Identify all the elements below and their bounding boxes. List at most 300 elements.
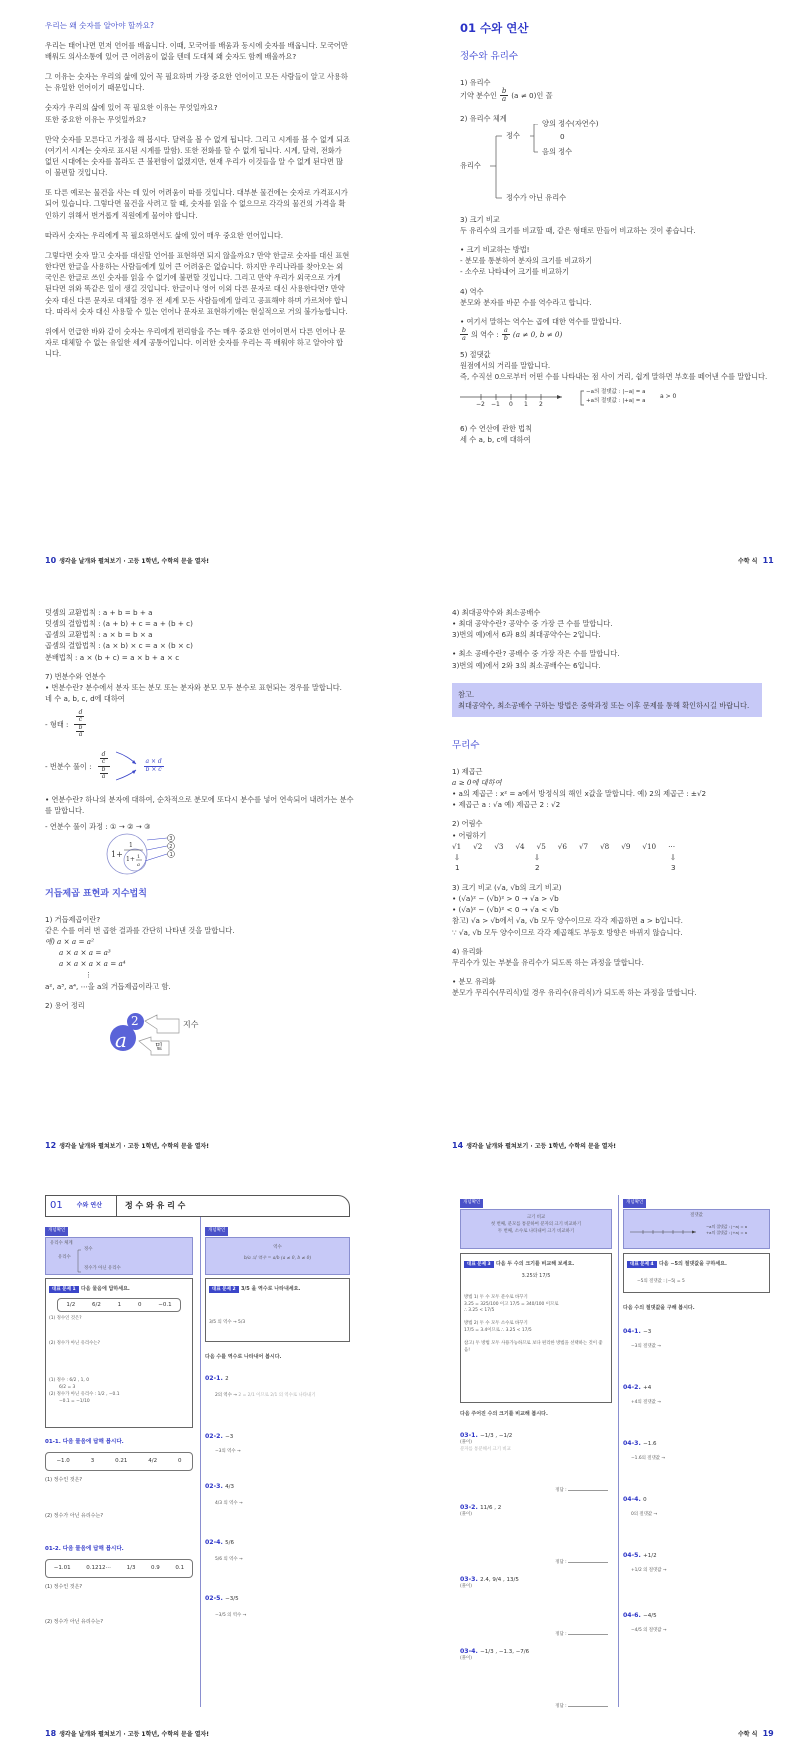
footer-text: 생각을 날개와 펼쳐보기 · 고등 1학년, 수학의 문을 열자!	[59, 1731, 210, 1738]
concept-box-line: 첫 번째, 분모를 통분하여 분자의 크기 비교하기	[490, 1221, 582, 1227]
page-12	[45, 607, 355, 1127]
choice-item: 0.1212⋯	[86, 1565, 111, 1572]
fraction-a-over-b: a b	[503, 326, 508, 342]
s4-frac-label: 의 역수 :	[470, 329, 499, 339]
svg-text:a: a	[137, 861, 140, 868]
concept-tag: 개념확인	[205, 1227, 228, 1236]
exercise-title: 다음 수의 절댓값을 구해 봅시다.	[623, 1304, 695, 1311]
exercise-value: 4/3	[225, 1483, 234, 1490]
problem-question: 다음 두 수의 크기를 비교해 보세요.	[495, 1260, 575, 1267]
page-10	[45, 20, 350, 580]
answer-field[interactable]	[555, 1557, 608, 1567]
number-line-label: −1	[491, 400, 500, 408]
down-arrow-icon: ⇩	[454, 852, 461, 862]
answer-label: 정답 :	[555, 1487, 567, 1493]
roots-row	[452, 841, 770, 852]
exercise-work[interactable]: +1/2 의 절댓값 →	[631, 1568, 667, 1574]
concept-box-rules	[706, 1224, 747, 1235]
number-line-figure	[460, 387, 770, 417]
s4-title: 4) 최대공약수와 최소공배수	[452, 608, 541, 617]
e1-example: a × a × a = a³	[59, 948, 111, 958]
r4-bullet: • 분모 유리화	[452, 977, 496, 986]
work-label: 2의 역수 →	[215, 1393, 237, 1399]
sub-question: (2) 정수가 아닌 유리수는?	[45, 1619, 103, 1626]
exercise-work[interactable]: 5/6 의 역수 →	[215, 1557, 243, 1563]
page-18-footer	[45, 1728, 209, 1740]
solution-prompt: (풀이)	[460, 1512, 472, 1518]
choice-item: 1/2	[66, 1301, 76, 1308]
concept-box	[45, 1237, 193, 1275]
example-box	[623, 1253, 770, 1293]
problem-tag: 대표 문제 4	[627, 1261, 657, 1268]
s1-body	[460, 88, 770, 103]
compound-fraction-solve	[45, 744, 355, 788]
exercise-number: 02-1.	[205, 1374, 223, 1382]
choice-item: 0	[137, 1301, 142, 1308]
s3-body: 두 유리수의 크기를 비교할 때, 같은 형태로 만들어 비교하는 것이 좋습니다.	[460, 226, 696, 235]
exercise-work[interactable]: −4/5 의 절댓값 →	[631, 1628, 667, 1634]
concept-box-title: 크기 비교	[526, 1214, 546, 1220]
page-10-para: 또한 중요한 이유는 무엇일까요?	[45, 114, 146, 124]
chapter-title: 01 수와 연산	[460, 21, 529, 35]
footer-text: 생각을 날개와 펼쳐보기 · 고등 1학년, 수학의 문을 열자!	[59, 558, 210, 565]
sub-question: (1) 정수인 것은?	[49, 1316, 82, 1322]
s7-title: 7) 번분수와 연분수	[45, 671, 106, 681]
page-19-footer	[738, 1728, 777, 1740]
solution-prompt: (풀이)	[460, 1440, 472, 1446]
choice-item: 0.1	[175, 1565, 185, 1572]
problem-values: 3.25와 17/5	[521, 1272, 551, 1279]
s2-title: 2) 유리수 체계	[460, 113, 507, 123]
exercise-title: 다음 수를 역수로 나타내어 봅시다.	[205, 1353, 282, 1360]
s7-continued-process: - 연분수 풀이 과정 : ① → ② → ③	[45, 821, 151, 831]
abs-cond: a > 0	[660, 392, 677, 400]
note-title: 참고.	[458, 689, 475, 699]
choice-item: −1.01	[53, 1565, 71, 1572]
base-label: 밑	[155, 1041, 163, 1051]
s7-continued: • 연분수란? 하나의 분자에 대하여, 순차적으로 분모에 또다시 분수를 넣어 연속되어 내려가는 분수를 말합니다.	[45, 795, 354, 816]
s5-body: 원점에서의 거리를 말합니다.	[460, 361, 551, 371]
r3-title: 3) 크기 비교 (√a, √b의 크기 비교)	[452, 882, 562, 892]
base-letter: a	[115, 1027, 127, 1052]
page-10-para: 그 이유는 숫자는 우리의 삶에 있어 꼭 필요하며 가장 중요한 언어이고 모든 사람들이 알고 사용하는 유일한 언어이기 때문입니다.	[45, 72, 348, 93]
solution-line: ∴ 3.25 < 17/5	[464, 1308, 495, 1314]
s4-line: 3)번의 예)에서 2와 3의 최소공배수는 6입니다.	[452, 660, 601, 670]
result-numerator: a × d	[145, 758, 162, 766]
page-10-para: 우리는 태어나면 먼저 언어를 배웁니다. 이때, 모국어를 배움과 동시에 숫자를 배웁니다. 모국어만 배워도 의사소통에 있어 큰 어려움이 없을 텐데 도대체 왜 숫자도 함께 배울까요?	[45, 40, 348, 61]
exercise-value: −3/5	[225, 1595, 239, 1602]
problem-question: 다음 물음에 답하세요.	[80, 1285, 130, 1292]
page-10-para: 또 다른 예로는 물건을 사는 데 있어 어려움이 따를 것입니다. 대부분 물건에는 숫자로 가격표시가 되어 있습니다. 그렇다면 물건을 사려고 할 때, 숫자를 읽을 수 없으므로 각각의 물건의 가격을 확인하기 위해서 번거롭게 직원에게 물어야 합니다.	[45, 188, 348, 220]
r4-body: 분모가 무리수(무리식)일 경우 유리수(유리식)가 되도록 하는 과정을 말합니다.	[452, 988, 697, 998]
root-item: √1	[452, 841, 462, 851]
exercise-item	[623, 1325, 770, 1381]
solution-hint: 분자를 통분해서 크기 비교	[460, 1447, 511, 1453]
exercise-item	[623, 1437, 770, 1493]
solution-line: 3.25 = 325/100 이고 17/5 = 340/100 이므로	[464, 1301, 559, 1307]
law-item: 곱셈의 교환법칙 : a × b = b × a	[45, 630, 153, 640]
s4-body: 분모와 분자를 바꾼 수를 역수라고 합니다.	[460, 297, 592, 307]
problem-tag: 대표 문제 3	[464, 1261, 494, 1268]
exercise-item	[205, 1430, 350, 1480]
exercise-number: 04-6.	[623, 1611, 641, 1619]
page-14	[452, 607, 770, 1127]
exercise-number: 04-2.	[623, 1383, 641, 1391]
root-item: √3	[494, 841, 504, 851]
exercise-item	[205, 1372, 350, 1430]
abs-rule-neg: −a의 절댓값 : |−a| = a	[586, 388, 646, 395]
root-item: √10	[642, 841, 657, 851]
root-item: √8	[600, 841, 610, 851]
exponent-label: 지수	[183, 1019, 199, 1029]
continued-fraction-figure	[45, 832, 355, 878]
concept-nonint: 정수가 아닌 유리수	[84, 1265, 121, 1271]
exercise-value: −4/5	[643, 1612, 657, 1619]
exercise-value: +4	[643, 1384, 652, 1391]
s7-bullet: • 번분수란? 분수에서 분자 또는 분모 또는 분자와 분모 모두 분수로 표현되는 경우를 말합니다.	[45, 682, 342, 692]
answer-field[interactable]	[555, 1629, 608, 1639]
page-number: 14	[452, 1141, 464, 1150]
root-item: ⋯	[668, 841, 676, 851]
page-10-para: 따라서 숫자는 우리에게 꼭 필요하면서도 삶에 있어 매우 중요한 언어입니다.	[45, 230, 284, 240]
exercise-work[interactable]: −1.6의 절댓값 →	[631, 1456, 666, 1462]
exercise-work[interactable]: +4의 절댓값 →	[631, 1400, 661, 1406]
exercise-number: 02-4.	[205, 1538, 223, 1546]
r1-line: a ≥ 0에 대하여	[452, 777, 502, 787]
e1-example: a × a × a × a = a⁴	[59, 959, 126, 969]
page-18	[45, 1195, 350, 1715]
footer-text: 수학 식	[738, 1731, 758, 1738]
page-10-para: 숫자가 우리의 삶에 있어 꼭 필요한 이유는 무엇일까요?	[45, 103, 218, 113]
concept-tag: 개념확인	[623, 1199, 646, 1208]
exponent-figure	[45, 1011, 355, 1061]
page-10-footer	[45, 555, 209, 567]
e1-summary: a², a³, a⁴, ⋯을 a의 거듭제곱이라고 함.	[45, 981, 171, 991]
exercise-number: 04-4.	[623, 1495, 641, 1503]
exercise-label: 01-1. 다음 물음에 답해 봅시다.	[45, 1438, 124, 1445]
solution-line: 3/5 의 역수 → 5/3	[209, 1319, 246, 1325]
concept-box	[623, 1209, 770, 1249]
exercise-value: −1/3 , −1/2	[480, 1432, 513, 1439]
result-denominator: b × c	[145, 765, 162, 773]
choice-item: 4/2	[148, 1458, 158, 1465]
choice-item: 0.9	[151, 1565, 160, 1572]
solution-line: 17/5 = 3.4이므로 ∴ 3.25 < 17/5	[464, 1328, 532, 1333]
exercise-item	[460, 1645, 612, 1711]
sub-question: (2) 정수가 아닌 유리수는?	[45, 1512, 103, 1519]
tree-pos: 양의 정수(자연수)	[542, 118, 599, 128]
choice-list	[57, 1298, 181, 1313]
r2-title: 2) 어림수	[452, 819, 483, 829]
exercise-value: −3	[225, 1433, 234, 1440]
r1-line: • a의 제곱근 : x² = a에서 방정식의 해인 x값을 말합니다. 예) 2의 제곱근 : ±√2	[452, 789, 707, 799]
choice-item: −1.0	[56, 1458, 70, 1465]
fraction-b-over-a: b a	[501, 86, 507, 103]
exercise-value: 5/6	[225, 1539, 234, 1546]
e2-title: 2) 용어 정리	[45, 1000, 85, 1010]
svg-text:2: 2	[169, 843, 173, 850]
exercise-item	[623, 1493, 770, 1549]
exercise-work[interactable]: 4/3 의 역수 →	[215, 1501, 243, 1507]
exercise-number: 04-5.	[623, 1551, 641, 1559]
r1-line: • 제곱근 a : √a 예) 제곱근 2 : √2	[452, 800, 561, 810]
root-result: 2	[535, 862, 540, 872]
s4-bullet: • 여기서 말하는 역수는 곱에 대한 역수를 말합니다.	[460, 316, 622, 326]
solution-prompt: (풀이)	[460, 1584, 472, 1590]
section-title: 정수와 유리수	[460, 50, 519, 62]
exercise-work[interactable]: −3의 절댓값 →	[631, 1344, 661, 1350]
problem-tag: 대표 문제 1	[49, 1286, 79, 1293]
solution-line: 참고) 두 방법 모두 사용가능하므로 보다 편리한 방법을 선택하는 것이 좋음!	[464, 1340, 603, 1353]
s4-line: • 최대 공약수란? 공약수 중 가장 큰 수를 말합니다.	[452, 619, 613, 629]
answer-label: 정답 :	[555, 1559, 567, 1565]
s1-title: 1) 유리수	[460, 77, 491, 87]
exercise-item	[460, 1429, 612, 1501]
s1-cond: (a ≠ 0)인 꼴	[511, 90, 553, 100]
page-10-para: 만약 숫자를 모른다고 가정을 해 봅시다. 달력을 볼 수 없게 됩니다. 그리고 시계를 볼 수 없게 되죠(여기서 시계는 숫자로 표시된 시계를 말함). 또한 전화를 할 수 없게 됩니다. 시계, 달력, 전화가 없던 시대에는 숫자를 몰라도 큰 불편함이 없겠지만, 현재 우리가 이것들을 알 수 없게 된다면 많이 불편할 것입니다.	[45, 134, 350, 178]
root-result: 1	[455, 862, 460, 872]
answer-field[interactable]	[555, 1485, 608, 1495]
page-number: 11	[762, 556, 774, 565]
exercise-value: −1.6	[643, 1440, 657, 1447]
s5-title: 5) 절댓값	[460, 350, 491, 360]
exercise-number: 03-3.	[460, 1575, 478, 1583]
r4-title: 4) 유리화	[452, 946, 483, 956]
s6-title: 6) 수 연산에 관한 법칙	[460, 423, 533, 433]
footer-text: 생각을 날개와 펼쳐보기 · 고등 1학년, 수학의 문을 열자!	[59, 1143, 210, 1150]
svg-text:1+: 1+	[126, 855, 135, 863]
problem-question: 다음 −5의 절댓값을 구하세요.	[658, 1260, 727, 1267]
choice-list	[45, 1559, 193, 1578]
r3-line: • (√a)² − (√b)² > 0 → √a > √b	[452, 894, 559, 904]
footer-text: 수학 식	[738, 558, 758, 565]
s3-bullet: - 소수로 나타내어 크기를 비교하기	[460, 267, 569, 277]
exercise-number: 03-1.	[460, 1431, 478, 1439]
problem-question: 3/5 을 역수로 나타내세요.	[240, 1285, 301, 1292]
concept-box-title: 절댓값	[690, 1212, 703, 1218]
down-arrow-icon: ⇩	[670, 852, 677, 862]
unit-category: 수와 연산	[76, 1202, 103, 1210]
exercise-work[interactable]	[205, 1393, 350, 1400]
unit-header	[45, 1195, 350, 1217]
exercise-number: 04-3.	[623, 1439, 641, 1447]
unit-divider	[116, 1196, 117, 1216]
page-19-left-column	[460, 1195, 612, 1711]
callout-arrows	[135, 1011, 275, 1061]
exercise-value: 11/6 , 2	[480, 1504, 502, 1511]
mini-number-line	[630, 1224, 700, 1244]
section-title: 거듭제곱 표현과 지수법칙	[45, 888, 147, 899]
concept-box-line: 두 번째, 소수로 나타내어 크기 비교하기	[497, 1228, 575, 1234]
page-19-right-column	[623, 1195, 770, 1665]
choice-item: 6/2	[92, 1301, 101, 1308]
solution-prompt: (풀이)	[460, 1656, 472, 1662]
example-box	[205, 1278, 350, 1342]
number-line-label: 2	[539, 400, 543, 408]
exercise-value: 2.4, 9/4 , 13/5	[480, 1576, 519, 1583]
fraction-b-over-a: b a	[461, 326, 467, 342]
concept-tag: 개념확인	[460, 1199, 483, 1208]
concept-tag: 개념확인	[45, 1227, 68, 1236]
exercise-work[interactable]: 0의 절댓값 →	[631, 1512, 658, 1518]
exercise-number: 02-2.	[205, 1432, 223, 1440]
solution-line: (2) 정수가 아닌 유리수 : 1/2 , −0.1	[49, 1391, 120, 1397]
concept-box-title: 역수	[273, 1244, 282, 1250]
page-number: 12	[45, 1141, 57, 1150]
e1-example: 예) a × a = a²	[45, 936, 94, 946]
solution-line: 방법 1) 두 수 모두 분수로 바꾸기	[464, 1294, 528, 1300]
s6-body: 세 수 a, b, c에 대하여	[460, 434, 531, 444]
solve-arrows	[116, 746, 138, 786]
answer-label: 정답 :	[555, 1703, 567, 1709]
root-item: √4	[515, 841, 525, 851]
solve-label: - 번분수 풀이 :	[45, 761, 92, 771]
r4-body: 무리수가 있는 부분을 유리수가 되도록 하는 과정을 말합니다.	[452, 957, 644, 967]
page-11-footer	[738, 555, 777, 567]
solution-line: −0.1 = −1/10	[59, 1398, 90, 1404]
unit-number: 01	[50, 1200, 63, 1212]
example-box	[460, 1253, 612, 1403]
exercise-value: 0	[643, 1496, 647, 1503]
law-item: 분배법칙 : a × (b + c) = a × b + a × c	[45, 652, 180, 662]
root-item: √9	[621, 841, 631, 851]
page-19	[460, 1195, 770, 1715]
s7-bullet: 네 수 a, b, c, d에 대하여	[45, 694, 125, 704]
choice-list	[45, 1452, 193, 1471]
concept-root: 유리수	[58, 1254, 71, 1260]
tree-neg: 음의 정수	[542, 146, 573, 156]
root-item: √6	[557, 841, 567, 851]
solution-line: 방법 2) 두 수 모두 소수로 바꾸기	[464, 1321, 528, 1327]
s4-line: 3)번의 예)에서 6과 8의 최대공약수는 2입니다.	[452, 630, 601, 640]
s1-text: 기약 분수인	[460, 90, 498, 100]
root-item: √7	[578, 841, 589, 851]
s3-bullet: • 크기 비교하는 방법!	[460, 245, 530, 255]
number-line-label: 0	[509, 400, 513, 408]
exercise-title: 다음 주어진 수의 크기를 비교해 봅시다.	[460, 1410, 548, 1417]
page-10-para: 위에서 언급한 바와 같이 숫자는 우리에게 편리함을 주는 매우 중요한 언어이면서 다른 언어나 문자로 대체할 수 없는 유일한 세계 공통어입니다. 이러한 숫자를 우리는 꼭 배워야 하고 알아야 합니다.	[45, 326, 346, 359]
exercise-work[interactable]: −3/5 의 역수 →	[215, 1613, 247, 1619]
page-18-left-column	[45, 1223, 193, 1627]
exercise-number: 03-2.	[460, 1503, 478, 1511]
s4-title: 4) 역수	[460, 286, 484, 296]
svg-text:1+: 1+	[111, 849, 123, 859]
concept-box-body: b/a 의 역수 = a/b (a ≠ 0, b ≠ 0)	[243, 1255, 312, 1261]
concept-box	[460, 1209, 612, 1249]
abs-rule-pos: +a의 절댓값 : |+a| = a	[586, 397, 646, 404]
section-title: 무리수	[452, 740, 480, 752]
compound-fraction: d c b a	[98, 752, 110, 780]
compound-fraction-form	[45, 704, 355, 744]
example-box	[45, 1278, 193, 1428]
choice-item: 1/3	[126, 1565, 136, 1572]
solve-result	[144, 759, 164, 773]
s4-formula	[460, 327, 770, 341]
exercise-item	[623, 1381, 770, 1437]
e1-dots: ⋮	[85, 970, 93, 980]
exercise-item	[205, 1480, 350, 1536]
roots-arrows	[452, 852, 770, 874]
page-18-right-column	[205, 1223, 350, 1642]
exercise-work[interactable]: −3의 역수 →	[215, 1449, 241, 1455]
sub-question: (1) 정수인 것은?	[45, 1477, 83, 1483]
law-item: 곱셈의 결합법칙 : (a × b) × c = a × (b × c)	[45, 641, 193, 651]
answer-field[interactable]	[555, 1701, 608, 1711]
root-item: √2	[473, 841, 483, 851]
s3-bullet: - 분모를 통분하여 분자의 크기를 비교하기	[460, 256, 593, 266]
root-result: 3	[671, 862, 676, 872]
s5-body: 즉, 수직선 0으로부터 어떤 수를 나타내는 점 사이 거리, 쉽게 말하면 부호를 떼어낸 수를 말합니다.	[460, 372, 768, 382]
svg-text:1: 1	[129, 841, 133, 849]
problem-tag: 대표 문제 2	[209, 1286, 239, 1293]
concept-box-line: −a의 절댓값 : |−a| = a	[706, 1223, 748, 1229]
concept-box-line: +a의 절댓값 : |+a| = a	[706, 1229, 748, 1235]
solution-line: 6/2 = 3	[59, 1384, 76, 1390]
law-item: 덧셈의 교환법칙 : a + b = b + a	[45, 608, 153, 617]
exercise-number: 02-3.	[205, 1482, 223, 1490]
r3-line: 참고) √a > √b에서 √a, √b 모두 양수이므로 각각 제곱하면 a > b입니다.	[452, 916, 683, 926]
footer-text: 생각을 날개와 펼쳐보기 · 고등 1학년, 수학의 문을 열자!	[466, 1143, 617, 1150]
s4-cond: (a ≠ 0, b ≠ 0)	[512, 329, 563, 339]
root-item: √5	[536, 841, 546, 851]
page-14-footer	[452, 1140, 616, 1152]
r1-title: 1) 제곱근	[452, 766, 483, 776]
tree-root: 유리수	[460, 160, 481, 170]
exercise-value: −3	[643, 1328, 652, 1335]
concept-box	[205, 1237, 350, 1275]
choice-item: 1	[117, 1301, 122, 1308]
e1-title: 1) 거듭제곱이란?	[45, 914, 101, 924]
r3-line: ∵ √a, √b 모두 양수이므로 각각 제곱해도 부등호 방향은 바뀌지 않습니다.	[452, 927, 683, 937]
exercise-item	[623, 1549, 770, 1609]
svg-text:1: 1	[169, 851, 173, 858]
choice-item: −0.1	[158, 1301, 172, 1308]
exercise-number: 02-5.	[205, 1594, 223, 1602]
exercise-item	[460, 1573, 612, 1645]
page-number: 19	[762, 1729, 774, 1738]
sub-question: (2) 정수가 아닌 유리수는?	[49, 1341, 100, 1347]
exercise-number: 04-1.	[623, 1327, 641, 1335]
r2-bullet: • 어림하기	[452, 830, 487, 840]
exercise-item	[460, 1501, 612, 1573]
e1-body: 같은 수를 여러 번 곱한 결과를 간단히 나타낸 것을 말합니다.	[45, 925, 235, 935]
compound-fraction: d c b a	[74, 710, 86, 738]
page-10-para: 그렇다면 숫자 말고 숫자를 대신할 언어를 표현하면 되지 않을까요? 만약 한글로 숫자를 대신 표현한다면 한글을 사용하는 사람들에게 있어 큰 어려움은 없습니다. 하지만 우리나라를 찾아오는 외국인은 한글로 쓰인 숫자를 읽을 수 없기에 불편할 것입니다. 그리고 만약 우리가 외국으로 가게 된다면 위와 똑같은 일이 생길 것입니다. 한글이나 영어 이외 다른 문자로 대신 사용한다면? 만약 숫자 대신 다른 문자로 대체할 경우 전 세계 모든 사람들에게 알리고 공표해야 하며 가르쳐야 합니다. 따라서 숫자 대신 사용할 수 있는 언어나 문자로 표현하기에는 현실적으로 거의 불가능합니다.	[45, 250, 350, 316]
form-label: - 형태 :	[45, 719, 69, 729]
page-number: 18	[45, 1729, 57, 1738]
page-number: 10	[45, 556, 57, 565]
exercise-item	[205, 1536, 350, 1592]
continued-fraction-drawing	[105, 832, 225, 878]
tree-nonint: 정수가 아닌 유리수	[506, 192, 567, 202]
s3-title: 3) 크기 비교	[460, 214, 500, 224]
exercise-item	[623, 1609, 770, 1665]
exercise-item	[205, 1592, 350, 1642]
exercise-value: 2	[225, 1375, 229, 1382]
concept-int: 정수	[84, 1246, 93, 1252]
exponent-number: 2	[131, 1013, 139, 1028]
r3-line: • (√a)² − (√b)² < 0 → √a < √b	[452, 905, 559, 915]
answer-label: 정답 :	[555, 1631, 567, 1637]
svg-text:1: 1	[137, 853, 141, 860]
svg-text:3: 3	[169, 835, 173, 842]
choice-item: 0	[178, 1458, 182, 1465]
note-box	[452, 683, 762, 717]
exercise-value: −1/3 , −1.3, −7/6	[480, 1648, 530, 1655]
page-10-question-title: 우리는 왜 숫자를 알아야 할까요?	[45, 21, 155, 30]
sub-question: (1) 정수인 것은?	[45, 1583, 83, 1590]
work-hint: 2 = 2/1 이므로 2/1 의 역수로 나타내기	[238, 1393, 316, 1399]
